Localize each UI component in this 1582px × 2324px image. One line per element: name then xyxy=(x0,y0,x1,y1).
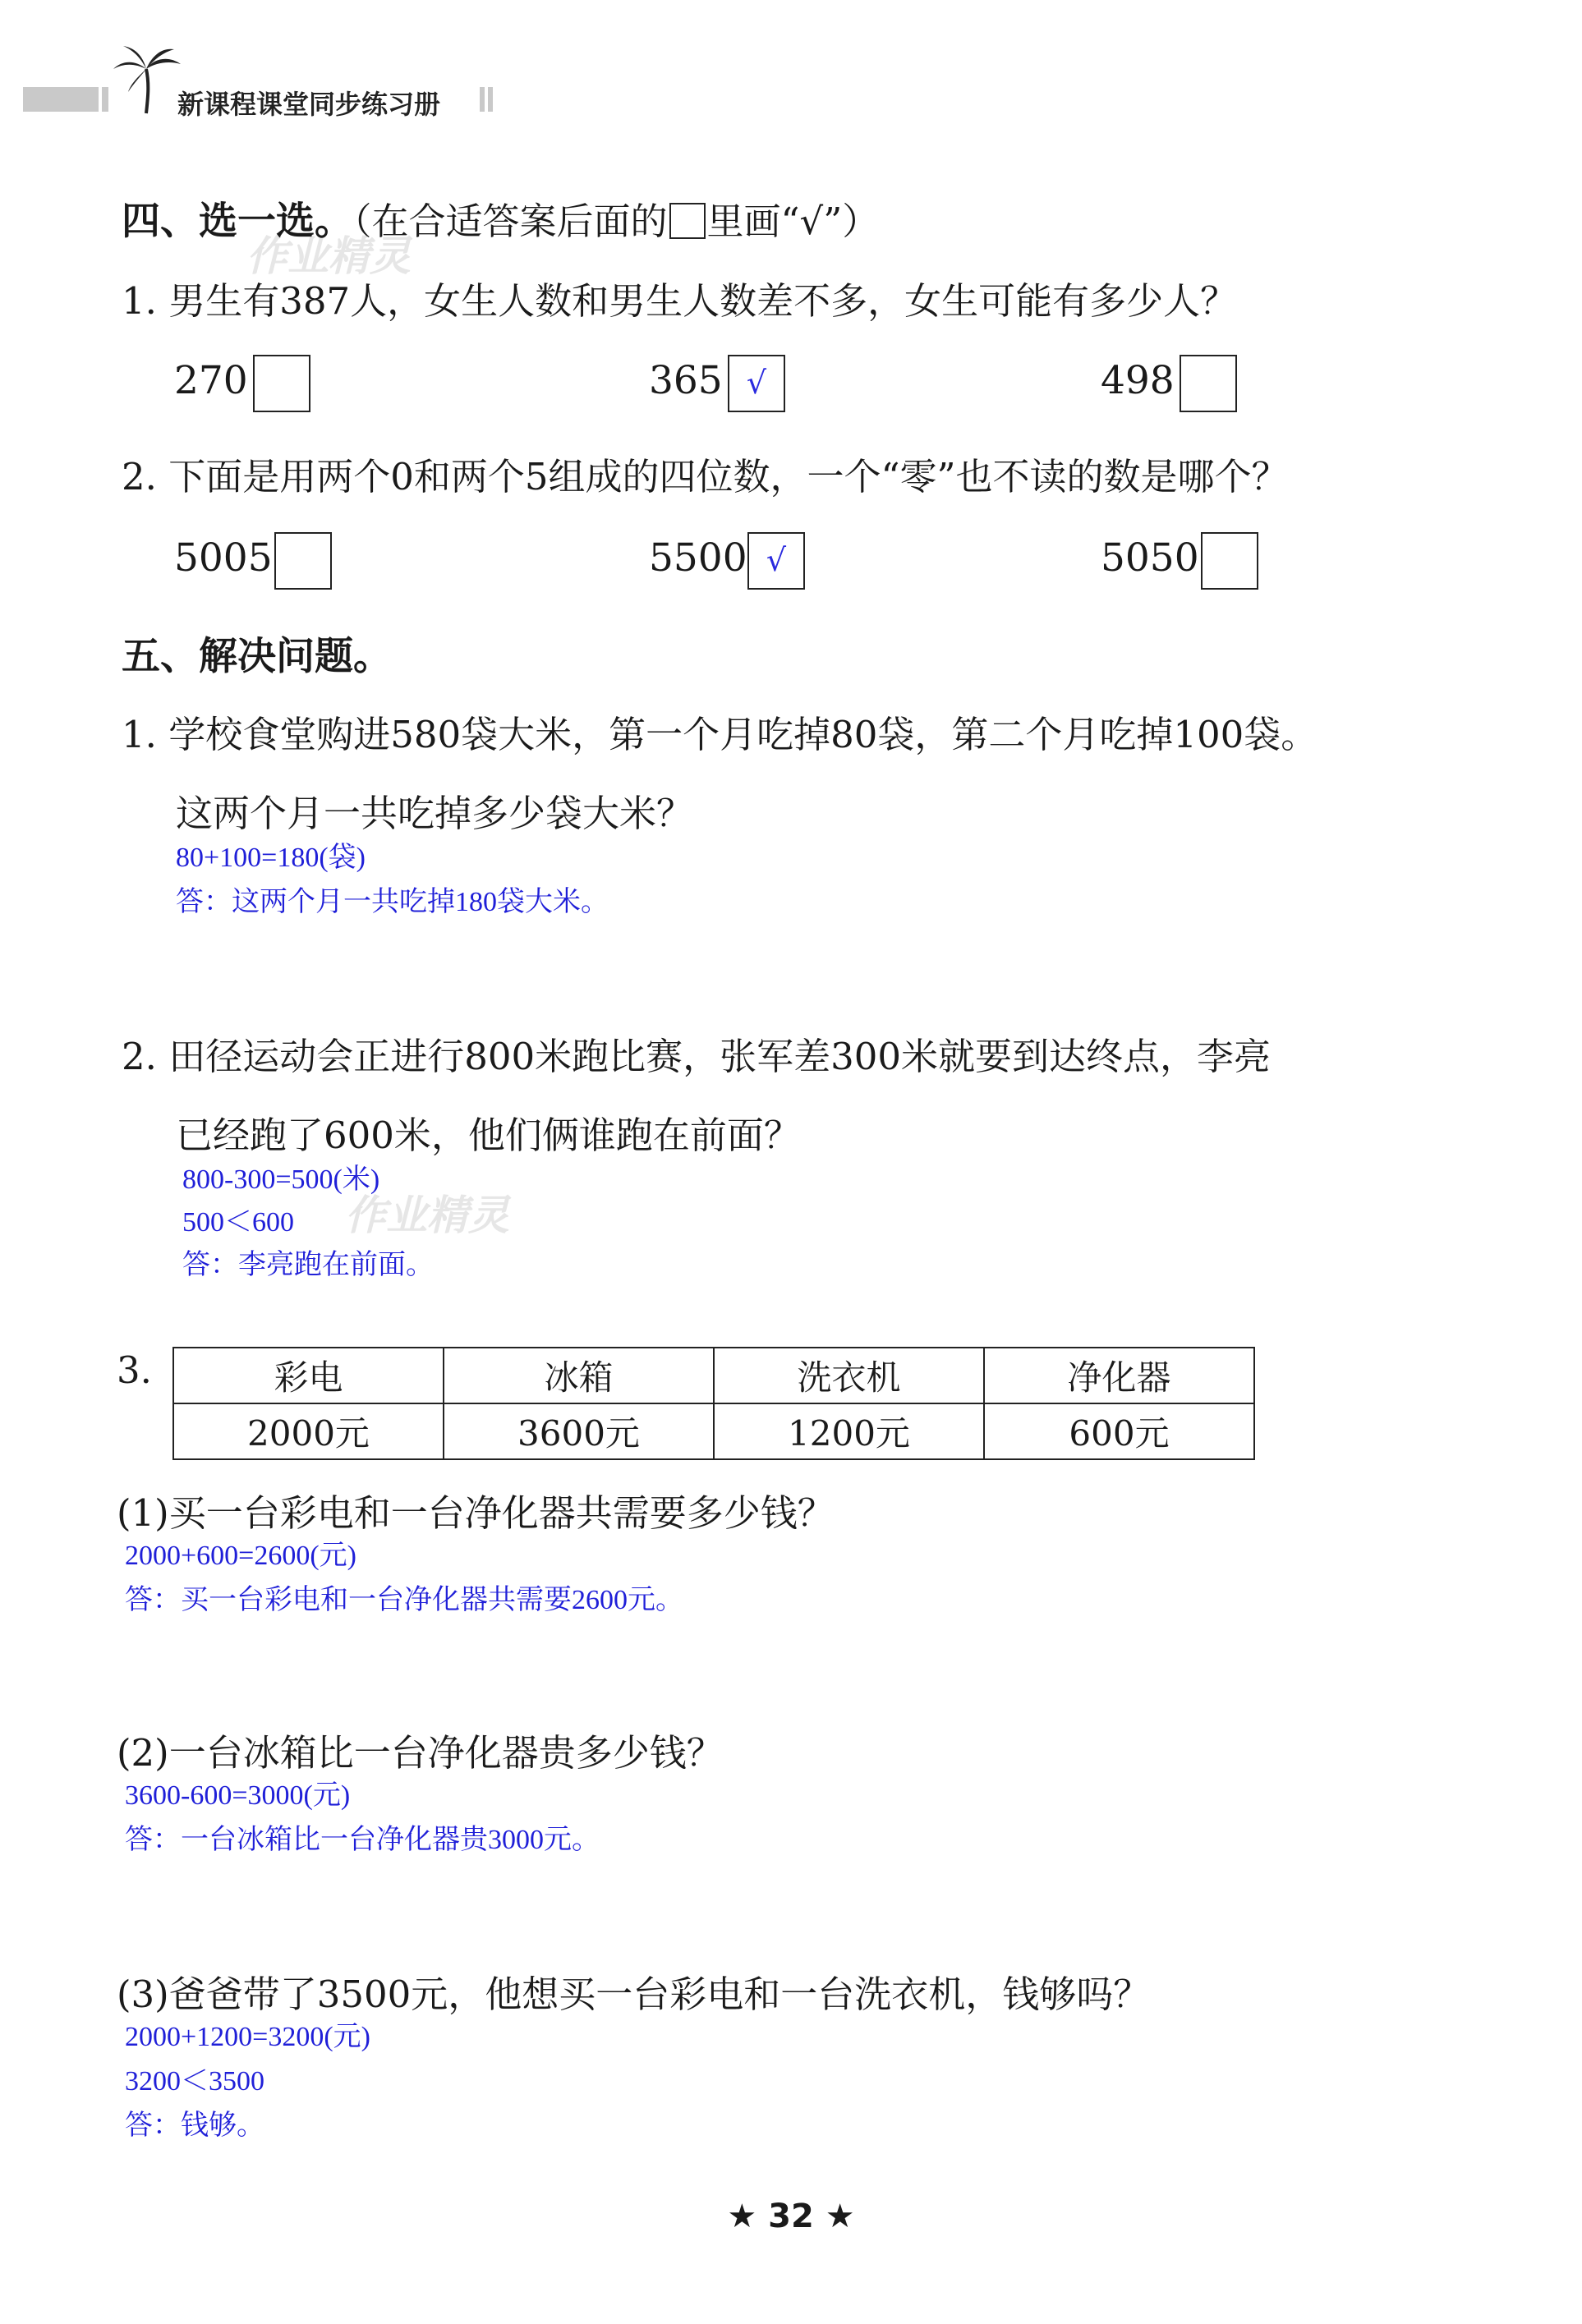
section-5-title: 五、解决问题。 xyxy=(122,634,392,679)
problem-2-line-2: 已经跑了600米，他们俩谁跑在前面？ xyxy=(176,1114,801,1157)
header-decor-bar xyxy=(23,87,99,112)
price-table xyxy=(172,1347,1255,1460)
answer-line: 3600-600=3000(元) xyxy=(125,1780,351,1811)
header-title: 新课程课堂同步练习册 xyxy=(177,89,441,120)
answer-checkbox[interactable] xyxy=(274,532,332,590)
answer-line: 2000+600=2600(元) xyxy=(125,1541,356,1571)
problem-2-line-1: 2. 田径运动会正进行800米跑比赛，张军差300米就要到达终点，李亮 xyxy=(122,1035,1272,1078)
problem-3-number: 3. xyxy=(117,1348,152,1392)
option-label: 5005 xyxy=(174,535,273,581)
watermark: 作业精灵 xyxy=(345,1192,509,1239)
section-4-note-after: 里画“√”） xyxy=(706,200,880,243)
answer-line: 答：这两个月一共吃掉180袋大米。 xyxy=(176,887,609,917)
table-cell: 2000元 xyxy=(173,1403,444,1459)
palm-tree-icon xyxy=(110,41,184,115)
question-4-2: 2. 下面是用两个0和两个5组成的四位数，一个“零”也不读的数是哪个？ xyxy=(122,455,1289,498)
sub-question-1: (1)买一台彩电和一台净化器共需要多少钱？ xyxy=(117,1491,835,1535)
table-header-cell: 净化器 xyxy=(984,1348,1254,1403)
table-row xyxy=(173,1403,1254,1459)
question-4-1: 1. 男生有387人，女生人数和男生人数差不多，女生可能有多少人？ xyxy=(122,279,1238,323)
answer-checkbox[interactable]: √ xyxy=(747,532,805,590)
header-decor-bar xyxy=(480,87,485,112)
problem-1-line-1: 1. 学校食堂购进580袋大米，第一个月吃掉80袋，第二个月吃掉100袋。 xyxy=(122,713,1318,756)
table-row xyxy=(173,1348,1254,1403)
answer-line: 答：钱够。 xyxy=(125,2110,264,2141)
answer-line: 800-300=500(米) xyxy=(182,1164,380,1195)
answer-checkbox[interactable] xyxy=(1180,355,1237,412)
sub-question-3: (3)爸爸带了3500元，他想买一台彩电和一台洗衣机，钱够吗？ xyxy=(117,1973,1151,2016)
answer-line: 2000+1200=3200(元) xyxy=(125,2022,370,2052)
answer-checkbox[interactable]: √ xyxy=(728,355,785,412)
table-cell: 1200元 xyxy=(714,1403,984,1459)
option-label: 365 xyxy=(649,358,723,403)
section-4-title: 四、选一选。 xyxy=(122,199,353,244)
answer-checkbox[interactable] xyxy=(1201,532,1258,590)
section-4-note-before: （在合适答案后面的 xyxy=(353,200,668,243)
table-cell: 600元 xyxy=(984,1403,1254,1459)
answer-line: 答：李亮跑在前面。 xyxy=(182,1250,434,1280)
option-label: 498 xyxy=(1101,358,1175,403)
problem-1-line-2: 这两个月一共吃掉多少袋大米？ xyxy=(176,792,694,835)
watermark: 作业精灵 xyxy=(246,232,411,280)
sub-question-2: (2)一台冰箱比一台净化器贵多少钱？ xyxy=(117,1731,724,1775)
header-decor-bar xyxy=(488,87,493,112)
table-header-cell: 彩电 xyxy=(173,1348,444,1403)
answer-checkbox[interactable] xyxy=(253,355,310,412)
option-label: 5050 xyxy=(1101,535,1199,581)
answer-line: 3200＜3500 xyxy=(125,2066,264,2097)
option-label: 270 xyxy=(174,358,248,403)
table-header-cell: 洗衣机 xyxy=(714,1348,984,1403)
answer-line: 答：买一台彩电和一台净化器共需要2600元。 xyxy=(125,1585,683,1615)
section-4-heading xyxy=(122,191,879,246)
answer-line: 答：一台冰箱比一台净化器贵3000元。 xyxy=(125,1825,600,1855)
table-cell: 3600元 xyxy=(444,1403,714,1459)
table-header-cell: 冰箱 xyxy=(444,1348,714,1403)
header-decor-bar xyxy=(102,87,108,112)
option-label: 5500 xyxy=(649,535,747,581)
answer-line: 80+100=180(袋) xyxy=(176,843,366,873)
answer-line: 500＜600 xyxy=(182,1207,294,1238)
page-number: ★ 32 ★ xyxy=(727,2198,855,2235)
inline-checkbox-icon xyxy=(669,203,706,239)
